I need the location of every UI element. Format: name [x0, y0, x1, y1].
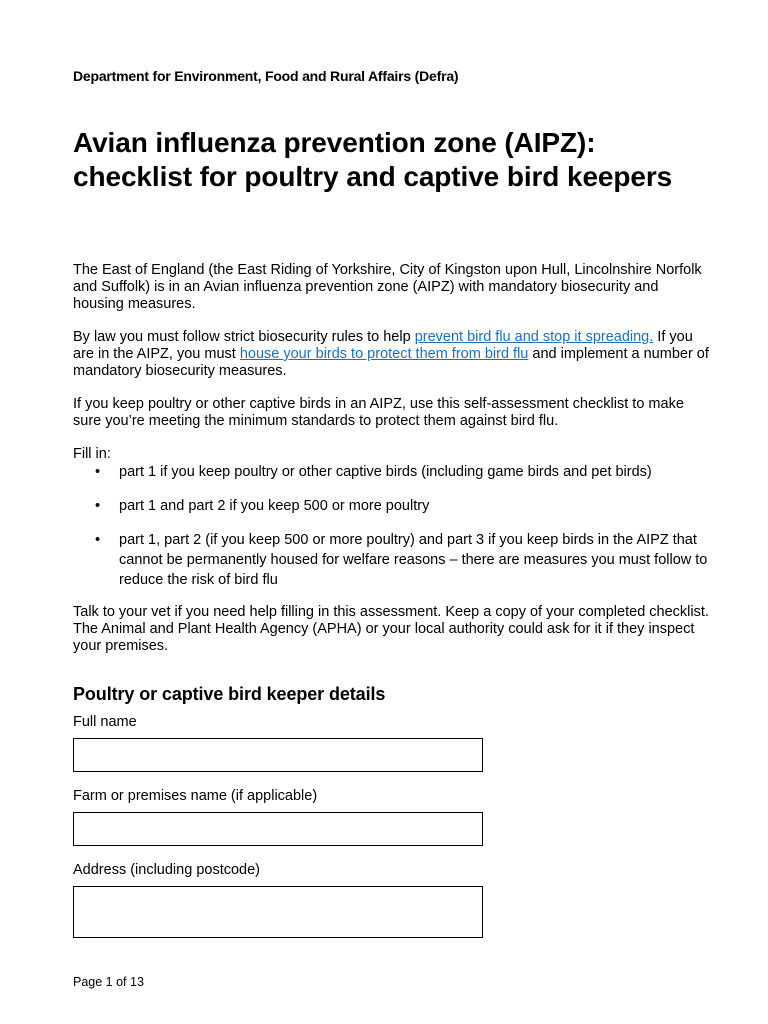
- checklist-paragraph: If you keep poultry or other captive birds in an AIPZ, use this self-assessment checklist to make sure you’re meeting the minimum standards to protect them against bird flu.: [73, 396, 684, 429]
- premises-name-field[interactable]: [73, 812, 483, 846]
- list-item-text: part 1 and part 2 if you keep 500 or more poultry: [119, 498, 430, 514]
- law-text-1: By law you must follow strict biosecurity rules to help: [73, 329, 415, 345]
- list-item: [73, 496, 713, 516]
- fill-in-list: [73, 462, 713, 590]
- bullet-icon: •: [95, 498, 101, 514]
- bullet-icon: •: [95, 464, 101, 480]
- bullet-icon: •: [95, 532, 101, 548]
- law-text-3: and implement a number of mandatory biosecurity measures.: [73, 346, 709, 379]
- document-title: Avian influenza prevention zone (AIPZ): checklist for poultry and captive bird keepers: [73, 127, 673, 192]
- house-your-birds-link[interactable]: house your birds to protect them from bird flu: [239, 346, 529, 362]
- full-name-label: Full name: [73, 714, 137, 730]
- intro-paragraph: The East of England (the East Riding of Yorkshire, City of Kingston upon Hull, Lincolnshire Norfolk and Suffolk) is in an Avian influenza prevention zone (AIPZ) with mandatory biosecurity and housing measures.: [73, 262, 702, 312]
- list-item: [73, 462, 713, 482]
- vet-paragraph: Talk to your vet if you need help filling in this assessment. Keep a copy of your completed checklist. The Animal and Plant Health Agency (APHA) or your local authority could ask for it if they inspect your premises.: [73, 604, 709, 654]
- list-item-text: part 1 if you keep poultry or other captive birds (including game birds and pet birds): [119, 464, 652, 480]
- address-label: Address (including postcode): [73, 862, 260, 878]
- organisation-name: Department for Environment, Food and Rural Affairs (Defra): [73, 68, 459, 84]
- list-item: [73, 530, 713, 590]
- full-name-field[interactable]: [73, 738, 483, 772]
- address-field[interactable]: [73, 886, 483, 938]
- list-item-text: part 1, part 2 (if you keep 500 or more poultry) and part 3 if you keep birds in the AIPZ that cannot be permanently housed for welfare reasons – there are measures you must follow to reduce the risk of bird flu: [119, 532, 708, 588]
- fill-in-label: Fill in:: [73, 446, 111, 462]
- law-text-2: If you are in the AIPZ, you must: [73, 329, 693, 362]
- section-heading: Poultry or captive bird keeper details: [73, 684, 386, 704]
- page-indicator: Page 1 of 13: [73, 975, 144, 989]
- prevent-bird-flu-link[interactable]: prevent bird flu and stop it spreading.: [414, 329, 654, 345]
- premises-name-label: Farm or premises name (if applicable): [73, 788, 318, 804]
- law-paragraph: [73, 329, 713, 380]
